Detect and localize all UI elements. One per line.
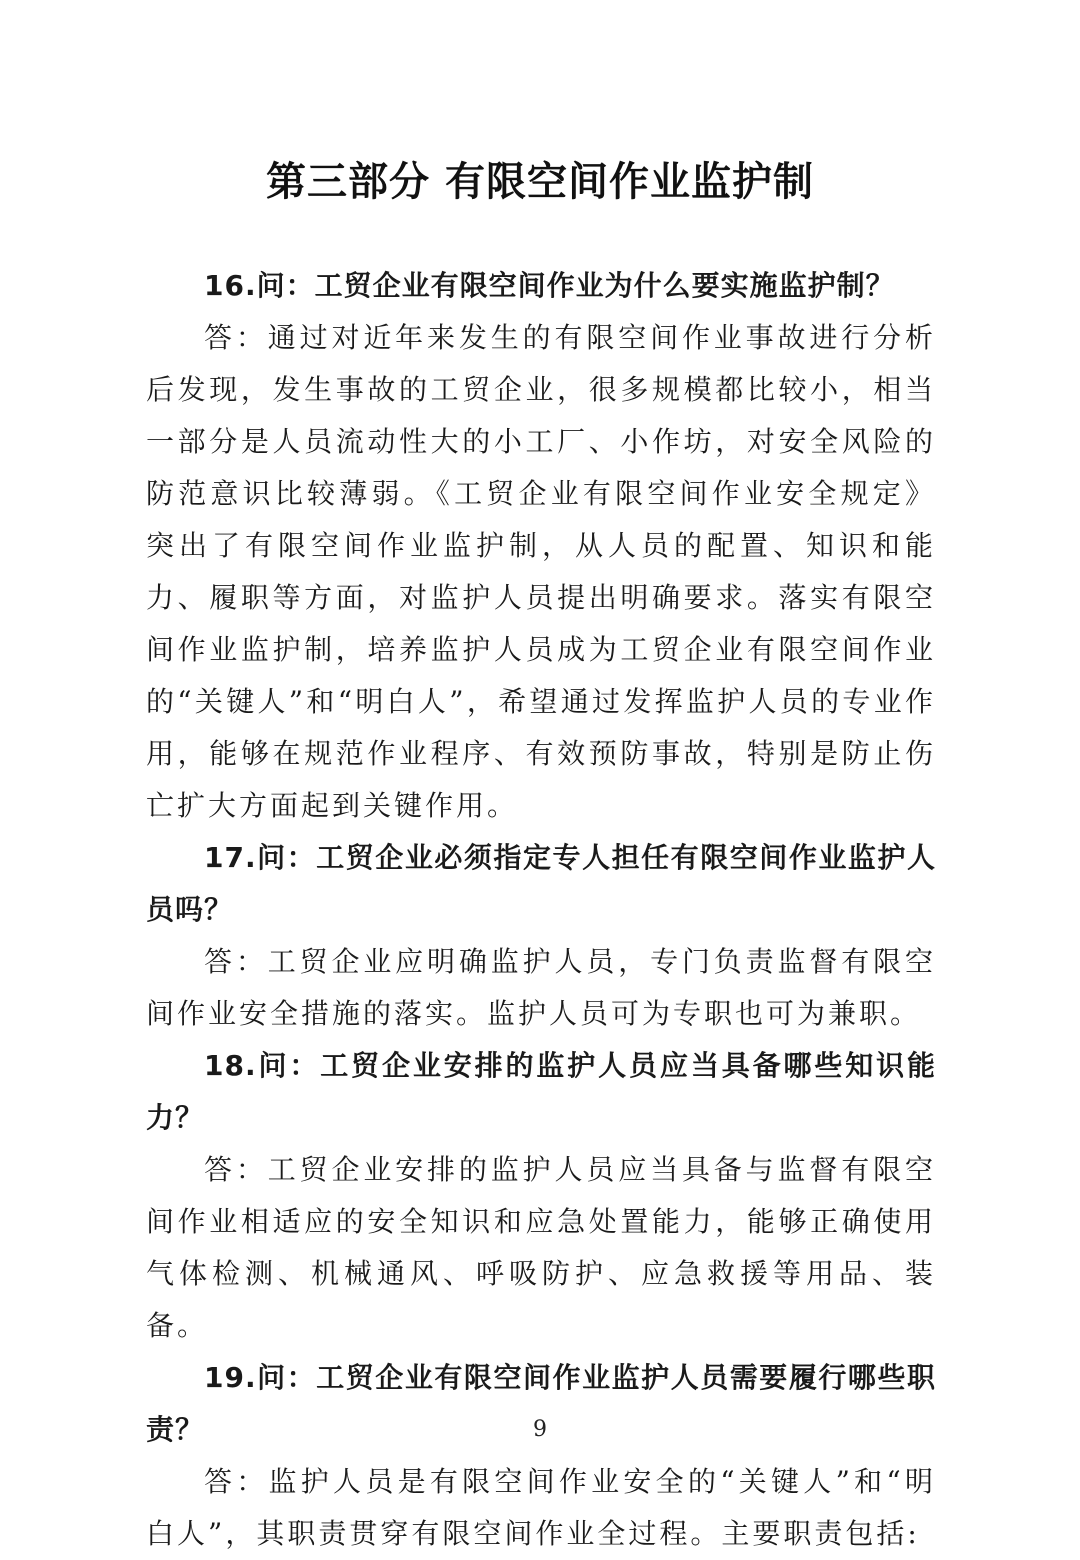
- answer-16: 答：通过对近年来发生的有限空间作业事故进行分析后发现，发生事故的工贸企业，很多规模都比较小，相当一部分是人员流动性大的小工厂、小作坊，对安全风险的防范意识比较薄弱。《工贸企业有限空间作业安全规定》突出了有限空间作业监护制，从人员的配置、知识和能力、履职等方面，对监护人员提出明确要求。落实有限空间作业监护制，培养监护人员成为工贸企业有限空间作业的“关键人”和“明白人”，希望通过发挥监护人员的专业作用，能够在规范作业程序、有效预防事故，特别是防止伤亡扩大方面起到关键作用。: [146, 321, 936, 822]
- question-17: 17.问：工贸企业必须指定专人担任有限空间作业监护人员吗？: [146, 841, 936, 926]
- document-body: [146, 260, 936, 1560]
- question-19: 19.问：工贸企业有限空间作业监护人员需要履行哪些职责？: [146, 1361, 936, 1446]
- page-title: 第三部分 有限空间作业监护制: [266, 159, 814, 205]
- question-18: 18.问：工贸企业安排的监护人员应当具备哪些知识能力？: [146, 1049, 936, 1134]
- answer-17: 答：工贸企业应明确监护人员，专门负责监督有限空间作业安全措施的落实。监护人员可为专职也可为兼职。: [146, 945, 936, 1030]
- question-16: 16.问：工贸企业有限空间作业为什么要实施监护制？: [204, 269, 895, 302]
- answer-18: 答：工贸企业安排的监护人员应当具备与监督有限空间作业相适应的安全知识和应急处置能力，能够正确使用气体检测、机械通风、呼吸防护、应急救援等用品、装备。: [146, 1153, 936, 1342]
- answer-19: 答：监护人员是有限空间作业安全的“关键人”和“明白人”，其职责贯穿有限空间作业全过程。主要职责包括:: [146, 1465, 936, 1550]
- page-number: 9: [533, 1417, 547, 1442]
